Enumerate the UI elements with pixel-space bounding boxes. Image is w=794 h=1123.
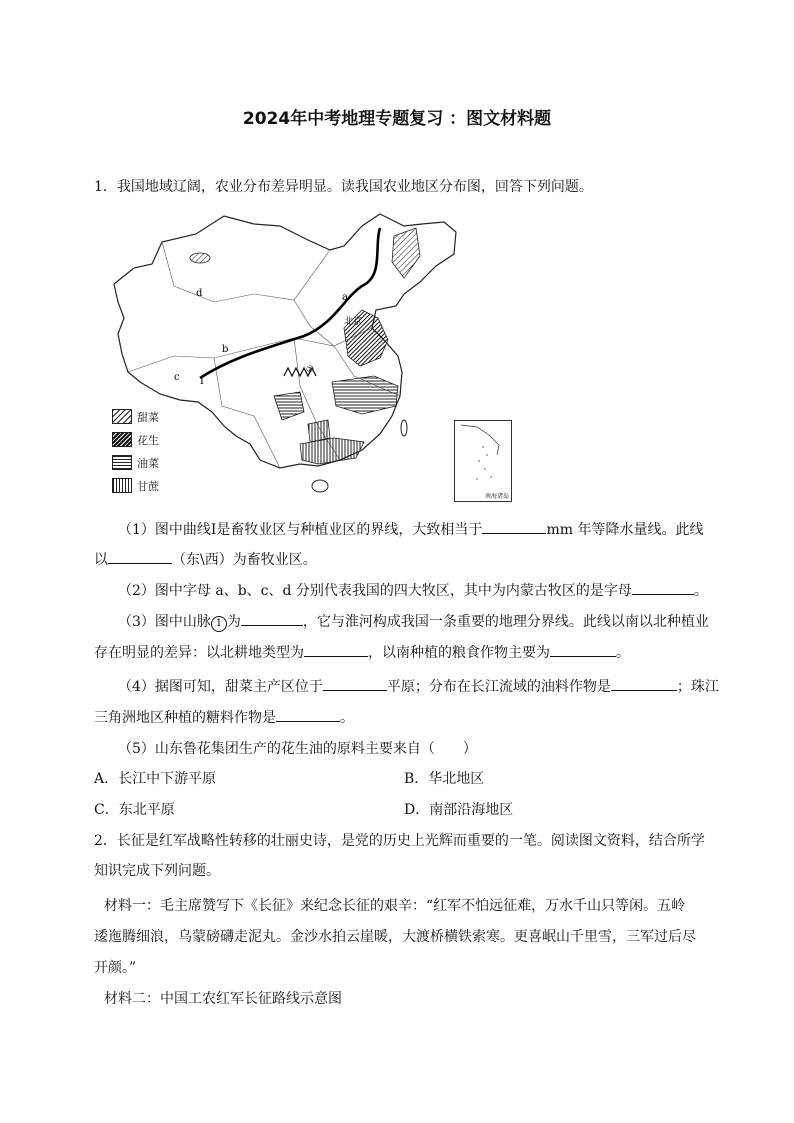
rapeseed-region-sichuan: [274, 392, 304, 420]
blank-grain-crop[interactable]: [550, 642, 616, 657]
option-c[interactable]: C．东北平原: [94, 802, 175, 818]
question-2-intro-line1: 2．长征是红军战略性转移的壮丽史诗，是党的历史上光辉而重要的一笔。阅读图文资料，结合所学: [94, 833, 705, 849]
legend-rapeseed-swatch: [112, 455, 132, 470]
legend-rapeseed: 油菜: [137, 456, 159, 470]
q1-part1-line1: （1）图中曲线Ⅰ是畜牧业区与种植业区的界线，大致相当于 mm 年等降水量线。此线: [118, 519, 703, 539]
q1-part3-line2: 存在明显的差异：以北耕地类型为 ，以南种植的粮食作物主要为 。: [94, 642, 630, 662]
option-b[interactable]: B．华北地区: [404, 771, 485, 787]
material-2: 材料二：中国工农红军长征路线示意图: [104, 991, 342, 1007]
material-1-line1: 材料一：毛主席赞写下《长征》来纪念长征的艰辛：“红军不怕远征难，万水千山只等闲。五岭: [104, 898, 686, 914]
south-china-sea-inset: [454, 420, 512, 502]
q1-part1-line2: 以 （东\西）为畜牧业区。: [94, 549, 317, 569]
option-a[interactable]: A．长江中下游平原: [94, 771, 217, 787]
rapeseed-region-yangtze: [332, 376, 398, 414]
q1-part5: （5）山东鲁花集团生产的花生油的原料主要来自（ ）: [118, 741, 477, 757]
legend-peanut: 花生: [137, 433, 159, 447]
blank-mountain-name[interactable]: [241, 611, 303, 626]
beet-region-xinjiang: [190, 253, 210, 263]
blank-east-west[interactable]: [108, 549, 172, 564]
legend-beet-swatch: [112, 409, 132, 424]
beet-region-northeast: [392, 228, 420, 278]
label-c: c: [174, 372, 180, 383]
label-a: a: [342, 292, 348, 303]
page-title: 2024年中考地理专题复习 ：图文材料题: [242, 109, 552, 129]
blank-farmland-type[interactable]: [304, 642, 368, 657]
q1-part2: （2）图中字母 a、b、c、d 分别代表我国的四大牧区，其中为内蒙古牧区的是字母 。: [118, 580, 708, 600]
label-b: b: [222, 344, 229, 355]
label-mountain: ①: [306, 365, 315, 375]
option-d[interactable]: D．南部沿海地区: [404, 802, 514, 818]
blank-beet-plain[interactable]: [323, 676, 387, 691]
legend-sugarcane: 甘蔗: [137, 479, 159, 493]
label-d: d: [196, 288, 203, 299]
agriculture-map: [104, 206, 514, 496]
material-1-line3: 开颜。”: [94, 960, 137, 976]
blank-oil-crop[interactable]: [611, 676, 677, 691]
inset-label: 南海诸岛: [484, 493, 509, 500]
legend-beet: 甜菜: [137, 410, 159, 424]
sugarcane-region-guangxi: [308, 420, 330, 442]
q1-part4-line2: 三角洲地区种植的糖料作物是 。: [94, 707, 354, 727]
mountain-number-circle: 1: [211, 616, 227, 632]
blank-inner-mongolia-letter[interactable]: [632, 580, 694, 595]
legend-sugarcane-swatch: [112, 478, 132, 493]
material-1-line2: 逶迤腾细浪，乌蒙磅礴走泥丸。金沙水拍云崖暖，大渡桥横铁索寒。更喜岷山千里雪，三军过后尽: [94, 929, 696, 945]
label-beijing: 北京: [344, 317, 363, 327]
legend-peanut-swatch: [112, 432, 132, 447]
question-1-intro: 1．我国地域辽阔，农业分布差异明显。读我国农业地区分布图，回答下列问题。: [94, 179, 593, 195]
question-2-intro-line2: 知识完成下列问题。: [94, 863, 220, 879]
blank-precipitation[interactable]: [482, 519, 546, 534]
blank-sugar-crop[interactable]: [276, 707, 340, 722]
label-curve-I: I: [200, 376, 204, 387]
q1-part4-line1: （4）据图可知，甜菜主产区位于 平原；分布在长江流域的油料作物是 ；珠江: [118, 676, 719, 696]
q1-part3-line1: （3）图中山脉 1 为 ，它与淮河构成我国一条重要的地理分界线。此线以南以北种植业: [118, 611, 709, 632]
map-legend: [112, 405, 159, 497]
